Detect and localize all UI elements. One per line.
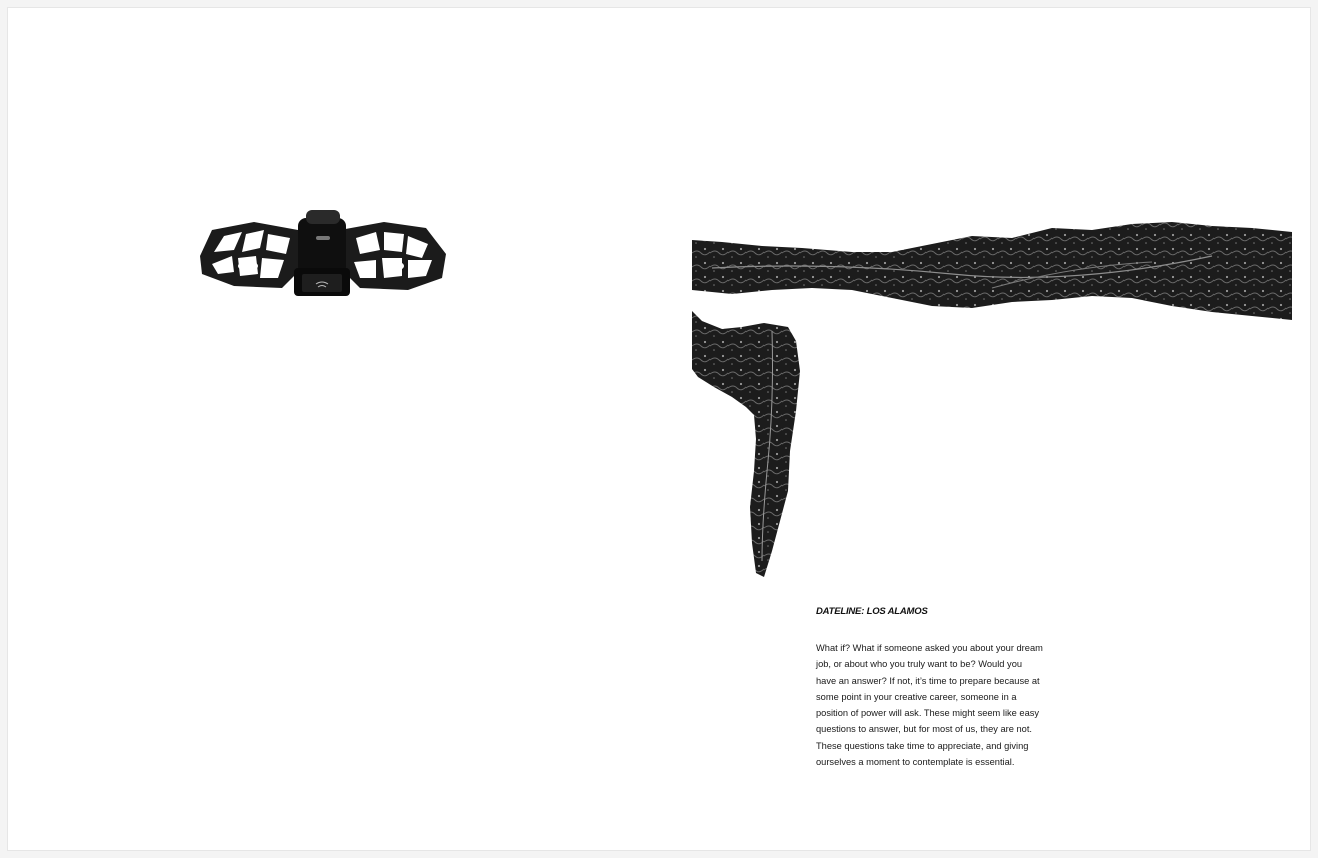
hanging-branch-image — [692, 311, 800, 577]
right-page — [659, 8, 1310, 850]
article-dateline: DATELINE: LOS ALAMOS — [816, 606, 928, 617]
magazine-spread — [8, 8, 1310, 850]
left-page — [8, 8, 659, 850]
tree-branch-image — [692, 218, 1292, 322]
drone-image — [194, 208, 450, 298]
article-body: What if? What if someone asked you about your dream job, or about who you truly want to be? Would you have an answer? If not, it’s time to prepare because at some point in your creative career, someone in a position of power will ask. These might seem like easy questions to answer, but for most of us, they are not. These questions take time to appreciate, and giving ourselves a moment to contemplate is essential. — [816, 643, 1043, 768]
